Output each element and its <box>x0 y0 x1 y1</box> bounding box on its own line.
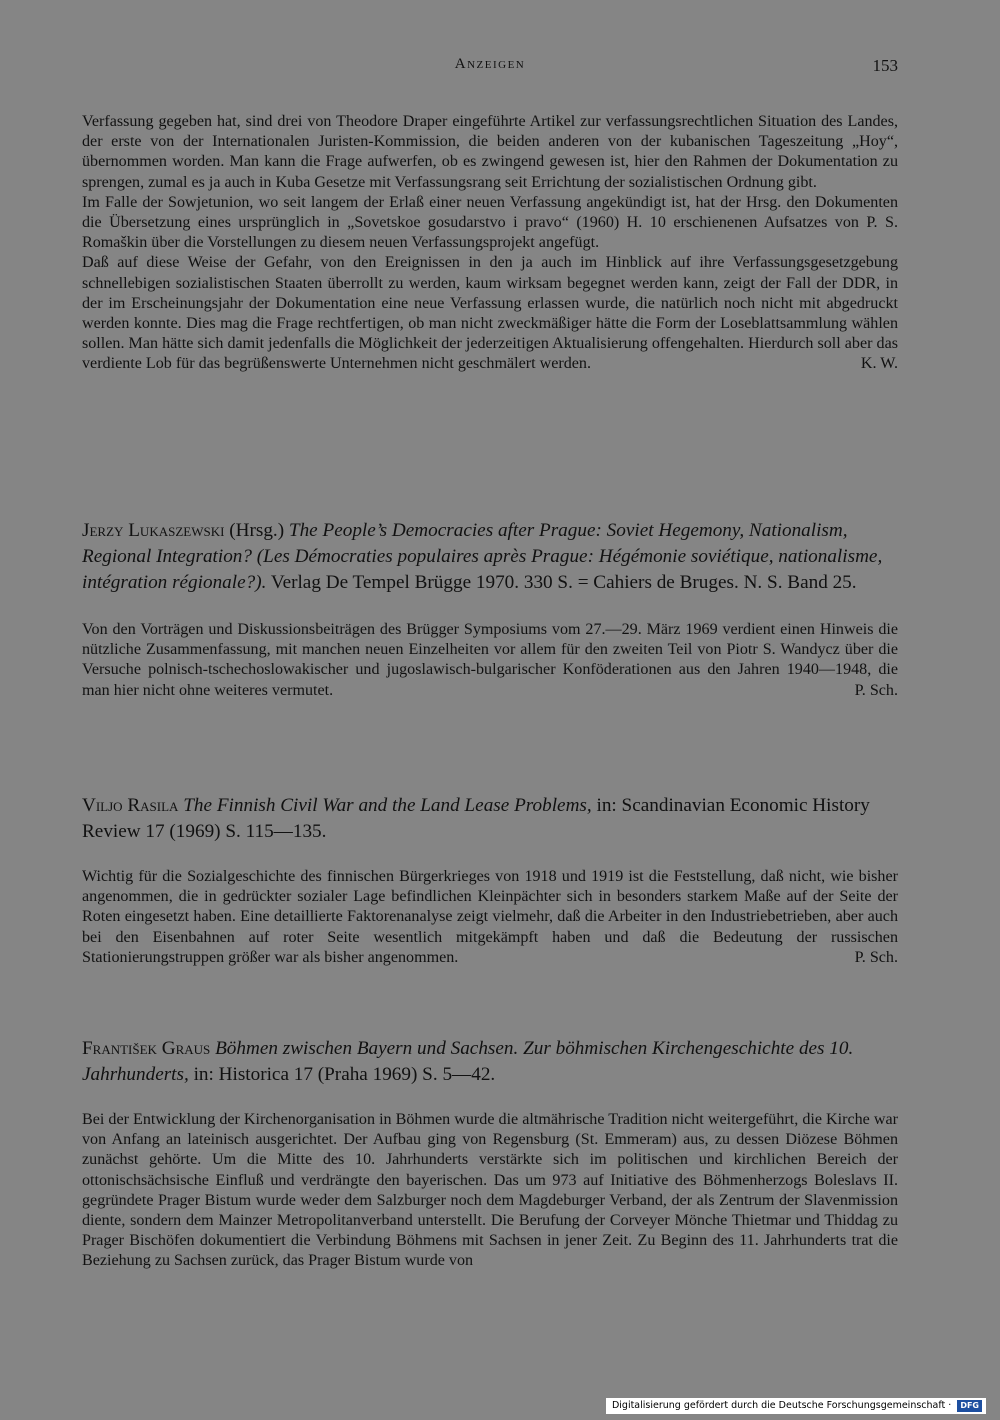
publication-details: in: Historica 17 (Praha 1969) S. 5—42. <box>188 1064 496 1085</box>
footer-text: Digitalisierung gefördert durch die Deutsche Forschungsgemeinschaft · <box>611 1400 952 1411</box>
bibliographic-heading <box>82 518 898 596</box>
work-title: The Finnish Civil War and the Land Lease Problems, <box>178 795 592 816</box>
work-title: Böhmen zwischen Bayern und Sachsen. Zur böhmischen Kirchengeschichte des 10. Jahrhunderts, <box>82 1038 854 1085</box>
review-body <box>82 867 898 968</box>
dfg-logo: DFG <box>957 1400 982 1412</box>
reviewer-signature: P. Sch. <box>854 948 898 966</box>
paragraph: Im Falle der Sowjetunion, wo seit langem der Erlaß einer neuen Verfassung angekündigt ist, hat der Hrsg. den Dokumenten die Übersetzung eines ursprünglich in „Sovetskoe gosudarstvo i pravo“ (1960) H. 10 erschienenen Aufsatzes von P. S. Romaškin über die Vorstellungen zu diesem neuen Verfassungsprojekt angefügt. <box>82 193 898 252</box>
paragraph: Wichtig für die Sozialgeschichte des finnischen Bürgerkrieges von 1918 und 1919 ist die Feststellung, daß nicht, wie bisher angenommen, die in gedrückter sozialer Lage befindlichen Kleinpächter sich in besonders starkem Maße auf der Seite der Roten eingesetzt haben. Eine detaillierte Faktorenanalyse zeigt vielmehr, daß die Arbeiter in den Industriebetrieben, aber auch bei den Eisenbahnen auf roter Seite wesentlich mitgekämpft haben und daß die Bedeutung der russischen Stationierungstruppen größer war als bisher angenommen. <box>82 868 898 966</box>
bibliographic-heading <box>82 1036 898 1088</box>
running-title: Anzeigen <box>454 56 526 72</box>
review-entry-rasila <box>82 793 898 968</box>
paragraph: Verfassung gegeben hat, sind drei von Theodore Draper eingeführte Artikel zur verfassungsrechtlichen Situation des Landes, der erste von der Internationalen Juristen-Kommission, die beiden anderen von der kubanischen Tageszeitung „Hoy“, übernommen worden. Man kann die Frage aufwerfen, ob es zwingend gewesen ist, hier den Rahmen der Dokumentation zu sprengen, zumal es ja auch in Kuba Gesetze mit Verfassungsrang seit Errichtung der sozialistischen Ordnung gibt. <box>82 113 898 191</box>
editor-note: (Hrsg.) <box>224 520 289 541</box>
publication-details: in: Scandinavian Economic History Review 17 (1969) S. 115—135. <box>82 795 870 842</box>
reviewer-signature: P. Sch. <box>854 681 898 699</box>
review-entry-lukaszewski <box>82 518 898 701</box>
review-body <box>82 620 898 701</box>
author-name: František Graus <box>82 1038 211 1059</box>
review-body <box>82 1110 898 1272</box>
publication-details: Verlag De Tempel Brügge 1970. 330 S. = Cahiers de Bruges. N. S. Band 25. <box>266 572 857 593</box>
paragraph: Von den Vorträgen und Diskussionsbeiträgen des Brügger Symposiums vom 27.—29. März 1969 verdient einen Hinweis die nützliche Zusammenfassung, mit manchen neuen Einzelheiten vor allem für den zweiten Teil von Piotr S. Wandycz über die Versuche polnisch-tschechoslowakischer und jugoslawisch-bulgarischer Konföderationen aus den Jahren 1940—1948, die man hier nicht ohne weiteres vermutet. <box>82 621 898 699</box>
page-number: 153 <box>872 56 898 75</box>
paragraph: Bei der Entwicklung der Kirchenorganisation in Böhmen wurde die altmährische Tradition nicht weitergeführt, die Kirche war von Anfang an lateinisch ausgerichtet. Der Aufbau ging von Regensburg (St. Emmeram) aus, zu dessen Diözese Böhmen zunächst gehörte. Um die Mitte des 10. Jahrhunderts verstärkte sich im politischen und kirchlichen Bereich der ottonischsächsische Einfluß und verdrängte den bayerischen. Das um 973 auf Initiative des Böhmenherzogs Boleslavs II. gegründete Prager Bistum wurde weder dem Salzburger noch dem Magdeburger Verband, der als Zentrum der Slavenmission diente, sondern dem Mainzer Metropolitanverband unterstellt. Die Berufung der Corveyer Mönche Thietmar und Thiddag zu Prager Bischöfen dokumentiert die Verbindung Böhmens mit Sachsen in jener Zeit. Zu Beginn des 11. Jahrhunderts trat die Beziehung zu Sachsen zurück, das Prager Bistum wurde von <box>82 1111 898 1270</box>
reviewer-signature: K. W. <box>860 355 898 373</box>
continued-review-text <box>82 112 898 375</box>
running-head <box>82 56 898 80</box>
work-title: The People’s Democracies after Prague: Soviet Hegemony, Nationalism, Regional Integration? (Les Démocraties populaires après Prague: Hégémonie soviétique, nationalisme, intégration régionale?). <box>82 520 883 593</box>
author-name: Viljo Rasila <box>82 795 179 816</box>
digitization-footer <box>606 1398 986 1414</box>
paragraph: Daß auf diese Weise der Gefahr, von den Ereignissen in den ja auch im Hinblick auf ihre Verfassungsgesetzgebung schnellebigen sozialistischen Staaten überrollt zu werden, kaum wirksam begegnet werden kann, zeigt der Fall der DDR, in der im Erscheinungsjahr der Dokumentation eine neue Verfassung erlassen wurde, die natürlich noch nicht mit abgedruckt werden konnte. Dies mag die Frage rechtfertigen, ob man nicht zweckmäßiger hätte die Form der Loseblattsammlung wählen sollen. Man hätte sich damit jedenfalls die Möglichkeit der jederzeitigen Aktualisierung offengehalten. Hierdurch soll aber das verdiente Lob für das begrüßenswerte Unternehmen nicht geschmälert werden. <box>82 254 898 373</box>
author-name: Jerzy Lukaszewski <box>82 520 225 541</box>
bibliographic-heading <box>82 793 898 845</box>
review-entry-graus <box>82 1036 898 1272</box>
